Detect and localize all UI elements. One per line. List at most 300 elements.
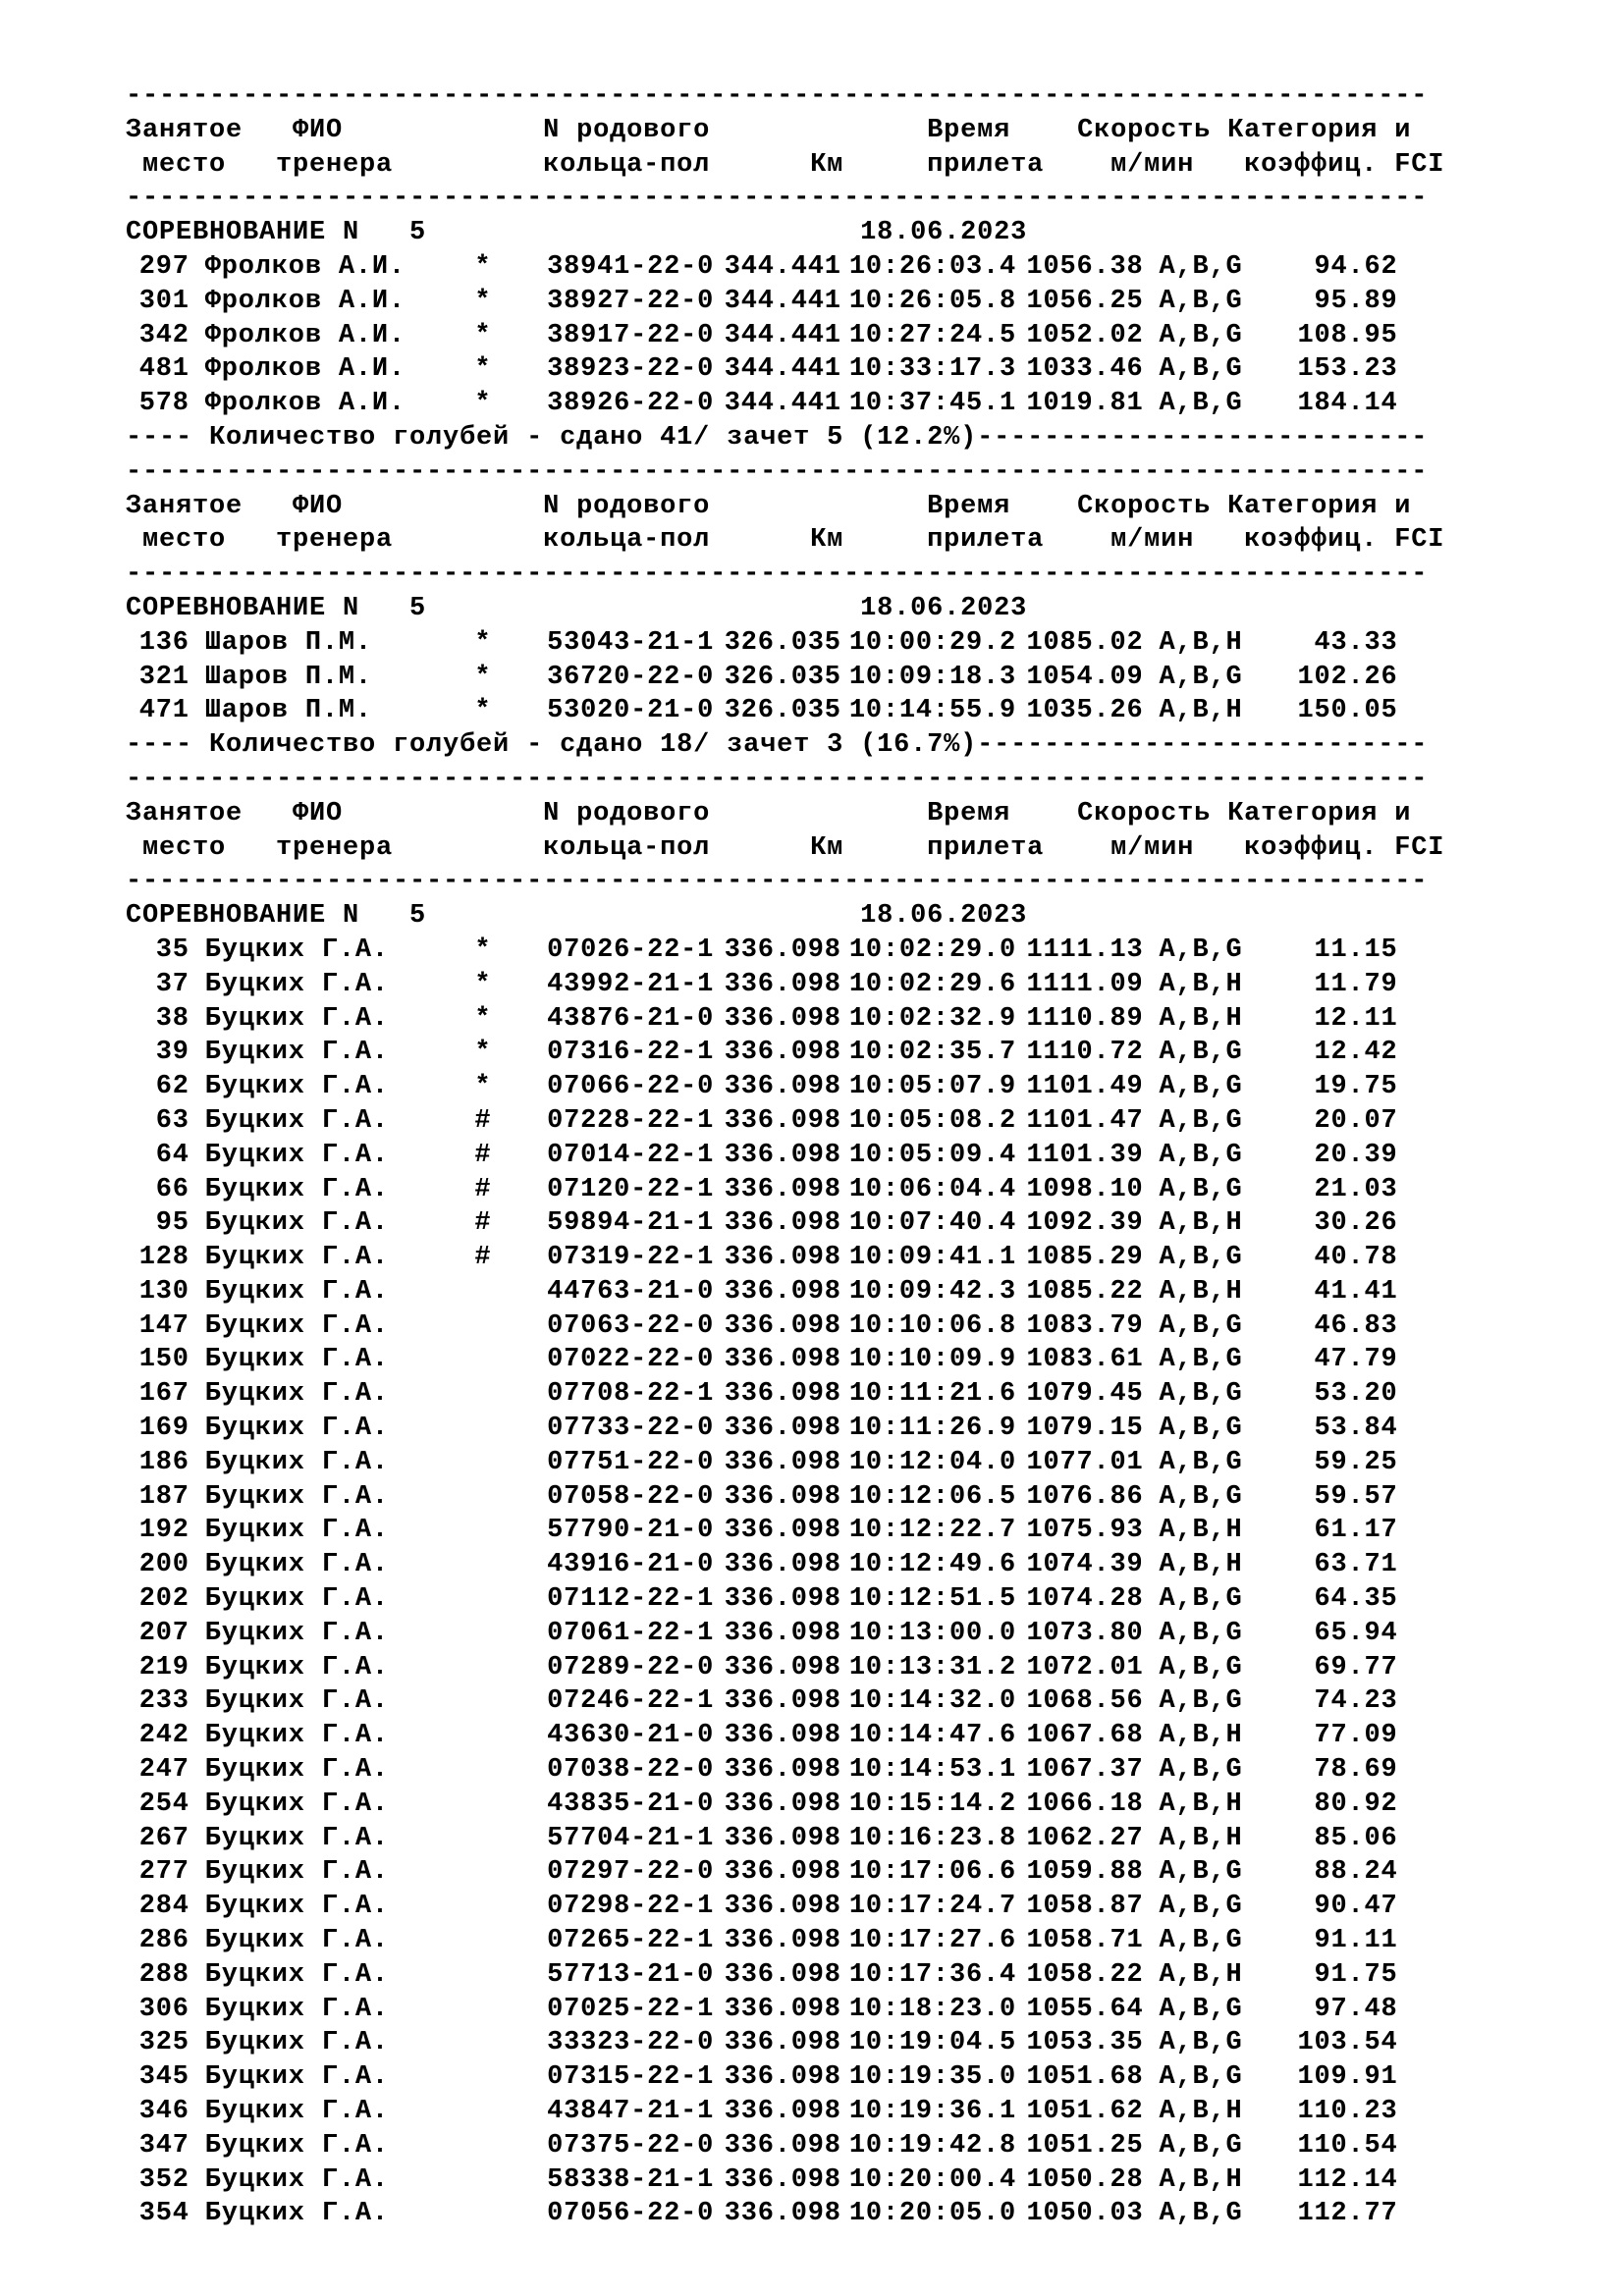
place-cell: 147 [138,1310,189,1341]
ring-number-cell: 38923-22-0 [547,354,715,385]
trainer-name-cell: Буцких Г.А. [204,2130,389,2161]
place-cell: 207 [138,1618,189,1648]
trainer-name-cell: Буцких Г.А. [204,1959,389,1990]
distance-cell: 344.441 [724,354,841,385]
arrival-time-cell: 10:20:05.0 [848,2199,1016,2229]
ring-number-cell: 07265-22-1 [547,1926,715,1956]
place-cell: 286 [138,1926,189,1956]
category-cell: A,B,G [1159,354,1243,385]
arrival-time-cell: 10:14:53.1 [848,1755,1016,1786]
arrival-time-cell: 10:02:29.0 [848,934,1016,965]
arrival-time-cell: 10:19:36.1 [848,2097,1016,2127]
fci-cell: 91.11 [1314,1926,1398,1956]
fci-cell: 20.39 [1314,1140,1398,1170]
distance-cell: 336.098 [724,1414,841,1444]
place-cell: 297 [138,251,189,282]
ring-number-cell: 36720-22-0 [547,662,715,692]
category-cell: A,B,H [1159,1959,1243,1990]
trainer-name-cell: Буцких Г.А. [204,1789,389,1819]
table-row [126,1343,1608,1377]
fci-cell: 21.03 [1314,1174,1398,1204]
fci-cell: 64.35 [1314,1584,1398,1615]
distance-cell: 336.098 [724,1994,841,2024]
separator-line: ------------------------------------------------------------------------------ [126,456,1429,487]
distance-cell: 326.035 [724,627,841,658]
speed-cell: 1056.25 [1026,286,1144,316]
distance-cell: 336.098 [724,2130,841,2161]
category-cell: A,B,G [1159,1140,1243,1170]
mark-cell: * [474,1072,492,1102]
category-cell: A,B,H [1159,1276,1243,1307]
table-row [126,1958,1608,1993]
speed-cell: 1101.39 [1026,1140,1144,1170]
place-cell: 39 [155,1038,189,1068]
speed-cell: 1050.28 [1026,2164,1144,2195]
category-cell: A,B,G [1159,1174,1243,1204]
arrival-time-cell: 10:15:14.2 [848,1789,1016,1819]
ring-number-cell: 58338-21-1 [547,2164,715,2195]
table-row [126,968,1608,1002]
distance-cell: 336.098 [724,1345,841,1375]
speed-cell: 1051.62 [1026,2097,1144,2127]
category-cell: A,B,G [1159,1926,1243,1956]
trainer-name-cell: Буцких Г.А. [204,1105,389,1136]
speed-cell: 1067.68 [1026,1721,1144,1751]
trainer-name-cell: Буцких Г.А. [204,969,389,999]
category-cell: A,B,H [1159,1516,1243,1546]
category-cell: A,B,G [1159,320,1243,350]
separator-line: ------------------------------------------------------------------------------ [126,867,1429,897]
ring-number-cell: 07063-22-0 [547,1310,715,1341]
trainer-name-cell: Буцких Г.А. [204,1584,389,1615]
ring-number-cell: 07298-22-1 [547,1892,715,1922]
distance-cell: 344.441 [724,389,841,419]
trainer-name-cell: Буцких Г.А. [204,1823,389,1853]
speed-cell: 1051.68 [1026,2062,1144,2093]
category-cell: A,B,G [1159,1447,1243,1477]
place-cell: 352 [138,2164,189,2195]
ring-number-cell: 07038-22-0 [547,1755,715,1786]
ring-number-cell: 38927-22-0 [547,286,715,316]
fci-cell: 40.78 [1314,1243,1398,1273]
trainer-name-cell: Буцких Г.А. [204,1310,389,1341]
category-cell: A,B,H [1159,1003,1243,1034]
speed-cell: 1101.47 [1026,1105,1144,1136]
speed-cell: 1055.64 [1026,1994,1144,2024]
speed-cell: 1067.37 [1026,1755,1144,1786]
category-cell: A,B,G [1159,1038,1243,1068]
trainer-name-cell: Буцких Г.А. [204,2164,389,2195]
table-row [126,1275,1608,1309]
category-cell: A,B,G [1159,2199,1243,2229]
fci-cell: 12.11 [1314,1003,1398,1034]
ring-number-cell: 38941-22-0 [547,251,715,282]
speed-cell: 1083.79 [1026,1310,1144,1341]
arrival-time-cell: 10:14:32.0 [848,1686,1016,1717]
place-cell: 471 [138,696,189,726]
trainer-name-cell: Буцких Г.А. [204,2028,389,2058]
speed-cell: 1076.86 [1026,1481,1144,1512]
place-cell: 342 [138,320,189,350]
arrival-time-cell: 10:20:00.4 [848,2164,1016,2195]
fci-cell: 65.94 [1314,1618,1398,1648]
distance-cell: 336.098 [724,1686,841,1717]
speed-cell: 1085.02 [1026,627,1144,658]
ring-number-cell: 43876-21-0 [547,1003,715,1034]
trainer-name-cell: Шаров П.М. [204,696,372,726]
place-cell: 578 [138,389,189,419]
place-cell: 62 [155,1072,189,1102]
arrival-time-cell: 10:26:03.4 [848,251,1016,282]
distance-cell: 336.098 [724,1038,841,1068]
place-cell: 325 [138,2028,189,2058]
column-header-line-1: Занятое ФИО N родового Время Скорость Категория и [126,115,1412,145]
fci-cell: 11.15 [1314,934,1398,965]
fci-cell: 108.95 [1297,320,1398,350]
arrival-time-cell: 10:02:32.9 [848,1003,1016,1034]
fci-cell: 102.26 [1297,662,1398,692]
section-summary: ---- Количество голубей - сдано 41/ зачет 5 (12.2%)--------------------------- [126,422,1429,453]
place-cell: 233 [138,1686,189,1717]
place-cell: 187 [138,1481,189,1512]
fci-cell: 90.47 [1314,1892,1398,1922]
ring-number-cell: 43916-21-0 [547,1550,715,1580]
speed-cell: 1059.88 [1026,1857,1144,1888]
trainer-name-cell: Буцких Г.А. [204,1276,389,1307]
arrival-time-cell: 10:10:09.9 [848,1345,1016,1375]
distance-cell: 336.098 [724,1174,841,1204]
distance-cell: 336.098 [724,1072,841,1102]
ring-number-cell: 43630-21-0 [547,1721,715,1751]
category-cell: A,B,G [1159,389,1243,419]
mark-cell: * [474,662,492,692]
category-cell: A,B,G [1159,1105,1243,1136]
arrival-time-cell: 10:14:47.6 [848,1721,1016,1751]
table-row [126,1070,1608,1104]
fci-cell: 109.91 [1297,2062,1398,2093]
arrival-time-cell: 10:13:00.0 [848,1618,1016,1648]
category-cell: A,B,H [1159,1823,1243,1853]
ring-number-cell: 43847-21-1 [547,2097,715,2127]
table-row [126,1753,1608,1788]
table-row [126,352,1608,387]
category-cell: A,B,H [1159,2164,1243,2195]
trainer-name-cell: Фролков А.И. [204,354,406,385]
place-cell: 200 [138,1550,189,1580]
table-row [126,1412,1608,1446]
table-row [126,1241,1608,1275]
fci-cell: 47.79 [1314,1345,1398,1375]
table-row [126,319,1608,353]
distance-cell: 336.098 [724,1208,841,1239]
speed-cell: 1062.27 [1026,1823,1144,1853]
category-cell: A,B,G [1159,1755,1243,1786]
category-cell: A,B,G [1159,2062,1243,2093]
trainer-name-cell: Буцких Г.А. [204,1618,389,1648]
place-cell: 192 [138,1516,189,1546]
category-cell: A,B,H [1159,1721,1243,1751]
arrival-time-cell: 10:12:49.6 [848,1550,1016,1580]
distance-cell: 326.035 [724,662,841,692]
table-row [126,1651,1608,1685]
table-row [126,694,1608,728]
trainer-name-cell: Буцких Г.А. [204,1857,389,1888]
arrival-time-cell: 10:05:07.9 [848,1072,1016,1102]
speed-cell: 1068.56 [1026,1686,1144,1717]
place-cell: 35 [155,934,189,965]
mark-cell: * [474,354,492,385]
trainer-name-cell: Буцких Г.А. [204,934,389,965]
table-row [126,2129,1608,2163]
place-cell: 66 [155,1174,189,1204]
distance-cell: 326.035 [724,696,841,726]
trainer-name-cell: Буцких Г.А. [204,2199,389,2229]
table-row [126,1206,1608,1241]
fci-cell: 112.14 [1297,2164,1398,2195]
table-row [126,1104,1608,1139]
distance-cell: 336.098 [724,1243,841,1273]
speed-cell: 1033.46 [1026,354,1144,385]
competition-title: СОРЕВНОВАНИЕ N 5 18.06.2023 [126,901,1028,932]
place-cell: 354 [138,2199,189,2229]
trainer-name-cell: Буцких Г.А. [204,1686,389,1717]
place-cell: 301 [138,286,189,316]
trainer-name-cell: Буцких Г.А. [204,1038,389,1068]
fci-cell: 95.89 [1314,286,1398,316]
distance-cell: 344.441 [724,251,841,282]
table-row [126,1377,1608,1412]
trainer-name-cell: Буцких Г.А. [204,2062,389,2093]
speed-cell: 1050.03 [1026,2199,1144,2229]
speed-cell: 1083.61 [1026,1345,1144,1375]
place-cell: 254 [138,1789,189,1819]
place-cell: 64 [155,1140,189,1170]
arrival-time-cell: 10:12:51.5 [848,1584,1016,1615]
mark-cell: # [474,1105,492,1136]
ring-number-cell: 07708-22-1 [547,1379,715,1410]
category-cell: A,B,G [1159,1686,1243,1717]
arrival-time-cell: 10:33:17.3 [848,354,1016,385]
fci-cell: 19.75 [1314,1072,1398,1102]
fci-cell: 77.09 [1314,1721,1398,1751]
arrival-time-cell: 10:07:40.4 [848,1208,1016,1239]
fci-cell: 112.77 [1297,2199,1398,2229]
trainer-name-cell: Буцких Г.А. [204,2097,389,2127]
trainer-name-cell: Буцких Г.А. [204,1755,389,1786]
table-row [126,1480,1608,1515]
category-cell: A,B,G [1159,934,1243,965]
table-row [126,1309,1608,1344]
table-row [126,2197,1608,2231]
separator-line: ------------------------------------------------------------------------------ [126,764,1429,794]
place-cell: 136 [138,627,189,658]
fci-cell: 74.23 [1314,1686,1398,1717]
arrival-time-cell: 10:17:06.6 [848,1857,1016,1888]
ring-number-cell: 57790-21-0 [547,1516,715,1546]
category-cell: A,B,G [1159,251,1243,282]
place-cell: 288 [138,1959,189,1990]
ring-number-cell: 07112-22-1 [547,1584,715,1615]
trainer-name-cell: Буцких Г.А. [204,1243,389,1273]
arrival-time-cell: 10:11:21.6 [848,1379,1016,1410]
distance-cell: 336.098 [724,1516,841,1546]
speed-cell: 1074.39 [1026,1550,1144,1580]
speed-cell: 1085.22 [1026,1276,1144,1307]
trainer-name-cell: Буцких Г.А. [204,1140,389,1170]
distance-cell: 336.098 [724,1447,841,1477]
arrival-time-cell: 10:05:09.4 [848,1140,1016,1170]
ring-number-cell: 07026-22-1 [547,934,715,965]
table-row [126,1514,1608,1548]
category-cell: A,B,G [1159,1414,1243,1444]
ring-number-cell: 57704-21-1 [547,1823,715,1853]
ring-number-cell: 07316-22-1 [547,1038,715,1068]
distance-cell: 336.098 [724,2164,841,2195]
speed-cell: 1066.18 [1026,1789,1144,1819]
column-header-line-2: место тренера кольца-пол Км прилета м/мин коэффиц. FCI [126,149,1445,180]
category-cell: A,B,G [1159,1310,1243,1341]
fci-cell: 69.77 [1314,1652,1398,1682]
fci-cell: 103.54 [1297,2028,1398,2058]
speed-cell: 1110.72 [1026,1038,1144,1068]
fci-cell: 43.33 [1314,627,1398,658]
speed-cell: 1111.09 [1026,969,1144,999]
arrival-time-cell: 10:37:45.1 [848,389,1016,419]
place-cell: 267 [138,1823,189,1853]
fci-cell: 59.25 [1314,1447,1398,1477]
arrival-time-cell: 10:18:23.0 [848,1994,1016,2024]
table-row [126,1582,1608,1617]
table-row [126,661,1608,695]
ring-number-cell: 57713-21-0 [547,1959,715,1990]
mark-cell: * [474,934,492,965]
arrival-time-cell: 10:17:36.4 [848,1959,1016,1990]
trainer-name-cell: Буцких Г.А. [204,1174,389,1204]
arrival-time-cell: 10:11:26.9 [848,1414,1016,1444]
category-cell: A,B,H [1159,1550,1243,1580]
mark-cell: * [474,389,492,419]
speed-cell: 1072.01 [1026,1652,1144,1682]
category-cell: A,B,G [1159,1618,1243,1648]
place-cell: 481 [138,354,189,385]
distance-cell: 336.098 [724,1379,841,1410]
ring-number-cell: 07375-22-0 [547,2130,715,2161]
ring-number-cell: 07733-22-0 [547,1414,715,1444]
distance-cell: 336.098 [724,1105,841,1136]
speed-cell: 1058.22 [1026,1959,1144,1990]
category-cell: A,B,G [1159,1857,1243,1888]
place-cell: 186 [138,1447,189,1477]
fci-cell: 97.48 [1314,1994,1398,2024]
fci-cell: 61.17 [1314,1516,1398,1546]
distance-cell: 336.098 [724,1481,841,1512]
fci-cell: 53.20 [1314,1379,1398,1410]
ring-number-cell: 07025-22-1 [547,1994,715,2024]
place-cell: 306 [138,1994,189,2024]
speed-cell: 1056.38 [1026,251,1144,282]
mark-cell: # [474,1174,492,1204]
distance-cell: 336.098 [724,969,841,999]
separator-line: ------------------------------------------------------------------------------ [126,81,1429,111]
distance-cell: 336.098 [724,2199,841,2229]
ring-number-cell: 07120-22-1 [547,1174,715,1204]
category-cell: A,B,G [1159,286,1243,316]
place-cell: 169 [138,1414,189,1444]
fci-cell: 94.62 [1314,251,1398,282]
column-header-line-2: место тренера кольца-пол Км прилета м/мин коэффиц. FCI [126,525,1445,556]
fci-cell: 150.05 [1297,696,1398,726]
arrival-time-cell: 10:09:18.3 [848,662,1016,692]
arrival-time-cell: 10:19:42.8 [848,2130,1016,2161]
speed-cell: 1019.81 [1026,389,1144,419]
table-row [126,250,1608,285]
separator-line: ------------------------------------------------------------------------------ [126,184,1429,214]
column-header-line-1: Занятое ФИО N родового Время Скорость Категория и [126,798,1412,828]
speed-cell: 1075.93 [1026,1516,1144,1546]
trainer-name-cell: Буцких Г.А. [204,1072,389,1102]
table-row [126,1036,1608,1070]
distance-cell: 336.098 [724,1926,841,1956]
mark-cell: * [474,696,492,726]
category-cell: A,B,G [1159,1379,1243,1410]
table-row [126,934,1608,968]
speed-cell: 1073.80 [1026,1618,1144,1648]
place-cell: 202 [138,1584,189,1615]
arrival-time-cell: 10:19:04.5 [848,2028,1016,2058]
table-row [126,1548,1608,1582]
ring-number-cell: 07751-22-0 [547,1447,715,1477]
distance-cell: 336.098 [724,1959,841,1990]
table-row [126,626,1608,661]
trainer-name-cell: Буцких Г.А. [204,1481,389,1512]
distance-cell: 344.441 [724,320,841,350]
fci-cell: 46.83 [1314,1310,1398,1341]
fci-cell: 80.92 [1314,1789,1398,1819]
distance-cell: 336.098 [724,1789,841,1819]
distance-cell: 336.098 [724,1652,841,1682]
arrival-time-cell: 10:17:24.7 [848,1892,1016,1922]
distance-cell: 336.098 [724,1823,841,1853]
arrival-time-cell: 10:00:29.2 [848,627,1016,658]
ring-number-cell: 59894-21-1 [547,1208,715,1239]
ring-number-cell: 07319-22-1 [547,1243,715,1273]
place-cell: 346 [138,2097,189,2127]
distance-cell: 336.098 [724,1140,841,1170]
trainer-name-cell: Фролков А.И. [204,251,406,282]
arrival-time-cell: 10:12:22.7 [848,1516,1016,1546]
distance-cell: 336.098 [724,1755,841,1786]
fci-cell: 12.42 [1314,1038,1398,1068]
place-cell: 130 [138,1276,189,1307]
place-cell: 128 [138,1243,189,1273]
trainer-name-cell: Буцких Г.А. [204,1447,389,1477]
place-cell: 284 [138,1892,189,1922]
category-cell: A,B,G [1159,1345,1243,1375]
competition-title: СОРЕВНОВАНИЕ N 5 18.06.2023 [126,218,1028,248]
speed-cell: 1058.71 [1026,1926,1144,1956]
distance-cell: 336.098 [724,1721,841,1751]
ring-number-cell: 07315-22-1 [547,2062,715,2093]
fci-cell: 30.26 [1314,1208,1398,1239]
place-cell: 277 [138,1857,189,1888]
distance-cell: 336.098 [724,2062,841,2093]
mark-cell: * [474,969,492,999]
mark-cell: # [474,1243,492,1273]
ring-number-cell: 38926-22-0 [547,389,715,419]
fci-cell: 153.23 [1297,354,1398,385]
arrival-time-cell: 10:26:05.8 [848,286,1016,316]
table-row [126,2060,1608,2095]
